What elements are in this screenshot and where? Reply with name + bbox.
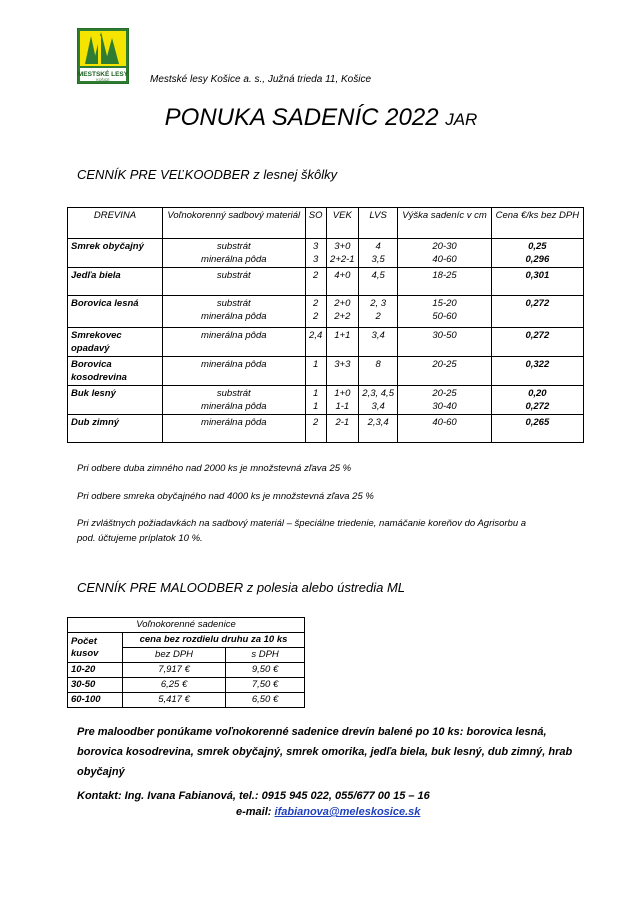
cell-value: 2+2 bbox=[334, 311, 351, 322]
cell-vek bbox=[326, 328, 358, 357]
cell-value: 15-20 bbox=[432, 298, 457, 309]
cell-value: 2, 3 bbox=[370, 298, 387, 309]
cell-value: 50-60 bbox=[432, 311, 457, 322]
cell-value: 2 bbox=[313, 270, 319, 281]
col-vek: VEK bbox=[326, 208, 358, 239]
cell-so bbox=[305, 386, 326, 415]
retail-cell-gross: 9,50 € bbox=[226, 663, 305, 678]
col-lvs: LVS bbox=[358, 208, 397, 239]
cell-value: minerálna pôda bbox=[201, 417, 267, 428]
cell-so bbox=[305, 357, 326, 386]
tree-species: Borovica lesná bbox=[68, 296, 163, 328]
retail-table-title: Voľnokorenné sadenice bbox=[68, 618, 305, 633]
tree-species: Jedľa biela bbox=[68, 268, 163, 296]
cell-value: minerálna pôda bbox=[201, 254, 267, 265]
cell-so bbox=[305, 296, 326, 328]
retail-cell-count: 60-100 bbox=[68, 693, 123, 708]
cell-value: 0,272 bbox=[525, 401, 550, 412]
cell-price bbox=[491, 328, 583, 357]
cell-so bbox=[305, 239, 326, 268]
retail-cell-net: 6,25 € bbox=[123, 678, 226, 693]
cell-value: substrát bbox=[216, 270, 251, 281]
wholesale-table bbox=[67, 207, 584, 443]
cell-value: minerálna pôda bbox=[201, 401, 267, 412]
wholesale-heading: CENNÍK PRE VEĽKOODBER z lesnej škôlky bbox=[77, 167, 338, 182]
cell-value: 20-25 bbox=[432, 388, 457, 399]
cell-height bbox=[398, 296, 491, 328]
cell-material bbox=[163, 296, 306, 328]
cell-value: 1 bbox=[313, 359, 319, 370]
cell-value: 0,265 bbox=[525, 417, 550, 428]
page-title bbox=[0, 104, 642, 132]
cell-value: 3,4 bbox=[371, 401, 385, 412]
cell-value: substrát bbox=[216, 241, 251, 252]
cell-price bbox=[491, 239, 583, 268]
table-row bbox=[68, 357, 584, 386]
cell-value: 18-25 bbox=[432, 270, 457, 281]
cell-value: minerálna pôda bbox=[201, 359, 267, 370]
cell-height bbox=[398, 328, 491, 357]
table-row bbox=[68, 693, 305, 708]
cell-material bbox=[163, 357, 306, 386]
cell-value: 0,272 bbox=[525, 330, 550, 341]
note-oak-discount: Pri odbere duba zimného nad 2000 ks je množstevná zľava 25 % bbox=[77, 463, 352, 474]
cell-lvs bbox=[358, 386, 397, 415]
cell-material bbox=[163, 239, 306, 268]
col-material: Voľnokorenný sadbový materiál bbox=[163, 208, 306, 239]
retail-cell-net: 5,417 € bbox=[123, 693, 226, 708]
cell-vek bbox=[326, 268, 358, 296]
cell-so bbox=[305, 268, 326, 296]
cell-value: 30-50 bbox=[432, 330, 457, 341]
cell-lvs bbox=[358, 357, 397, 386]
cell-value: 30-40 bbox=[432, 401, 457, 412]
cell-value: 1+1 bbox=[334, 330, 351, 341]
retail-table bbox=[67, 617, 305, 708]
col-so: SO bbox=[305, 208, 326, 239]
cell-value: 40-60 bbox=[432, 417, 457, 428]
retail-cell-net: 7,917 € bbox=[123, 663, 226, 678]
retail-cell-gross: 6,50 € bbox=[226, 693, 305, 708]
table-row bbox=[68, 415, 584, 443]
col-drevina: DREVINA bbox=[68, 208, 163, 239]
cell-value: 2,3, 4,5 bbox=[362, 388, 394, 399]
cell-value: 0,25 bbox=[528, 241, 547, 252]
company-address: Mestské lesy Košice a. s., Južná trieda 11, Košice bbox=[150, 74, 372, 85]
cell-lvs bbox=[358, 268, 397, 296]
tree-species: Smrek obyčajný bbox=[68, 239, 163, 268]
cell-value: 2,3,4 bbox=[367, 417, 389, 428]
cell-value: 20-25 bbox=[432, 359, 457, 370]
retail-cell-gross: 7,50 € bbox=[226, 678, 305, 693]
cell-value: 20-30 bbox=[432, 241, 457, 252]
cell-value: 0,301 bbox=[525, 270, 550, 281]
retail-count-label: Počet kusov bbox=[68, 633, 123, 663]
cell-value: minerálna pôda bbox=[201, 330, 267, 341]
cell-value: 3+0 bbox=[334, 241, 351, 252]
cell-value: 0,322 bbox=[525, 359, 550, 370]
tree-species: Buk lesný bbox=[68, 386, 163, 415]
table-row bbox=[68, 328, 584, 357]
cell-vek bbox=[326, 415, 358, 443]
cell-value: 2-1 bbox=[335, 417, 350, 428]
cell-value: 3 bbox=[313, 254, 319, 265]
cell-lvs bbox=[358, 415, 397, 443]
retail-paragraph: Pre maloodber ponúkame voľnokorenné sadenice drevín balené po 10 ks: borovica lesná, borovica kosodrevina, smrek obyčajný, smrek omorika, jedľa biela, buk lesný, dub zimný, hrab obyčajný bbox=[77, 726, 573, 778]
cell-value: 4 bbox=[375, 241, 381, 252]
cell-value: 3,4 bbox=[371, 330, 385, 341]
cell-value: 3 bbox=[313, 241, 319, 252]
retail-heading: CENNÍK PRE MALOODBER z polesia alebo ústredia ML bbox=[77, 580, 406, 595]
cell-value: 2 bbox=[313, 417, 319, 428]
table-row bbox=[68, 239, 584, 268]
retail-cell-count: 10-20 bbox=[68, 663, 123, 678]
cell-vek bbox=[326, 239, 358, 268]
cell-price bbox=[491, 268, 583, 296]
cell-lvs bbox=[358, 239, 397, 268]
note-surcharge: Pri zvláštnych požiadavkách na sadbový materiál – špeciálne triedenie, namáčanie koreňov do Agrisorbu a pod. účtujeme príplatok 10 %. bbox=[77, 518, 527, 544]
cell-price bbox=[491, 357, 583, 386]
table-row bbox=[68, 386, 584, 415]
cell-material bbox=[163, 268, 306, 296]
cell-value: 40-60 bbox=[432, 254, 457, 265]
table-row bbox=[68, 296, 584, 328]
title-main: PONUKA SADENÍC 2022 bbox=[164, 104, 439, 131]
cell-vek bbox=[326, 357, 358, 386]
tree-species: Smrekovec opadavý bbox=[68, 328, 163, 357]
cell-value: 2 bbox=[313, 298, 319, 309]
cell-so bbox=[305, 415, 326, 443]
wholesale-table-header bbox=[68, 208, 584, 239]
cell-value: 2 bbox=[313, 311, 319, 322]
cell-value: 1 bbox=[313, 388, 319, 399]
cell-value: 0,296 bbox=[525, 254, 550, 265]
cell-value: 2 bbox=[375, 311, 381, 322]
title-suffix: JAR bbox=[445, 110, 478, 129]
tree-species: Dub zimný bbox=[68, 415, 163, 443]
table-row bbox=[68, 663, 305, 678]
cell-so bbox=[305, 328, 326, 357]
company-logo bbox=[77, 28, 129, 84]
cell-value: 0,20 bbox=[528, 388, 547, 399]
retail-cell-count: 30-50 bbox=[68, 678, 123, 693]
cell-value: 3,5 bbox=[371, 254, 385, 265]
retail-price-label: cena bez rozdielu druhu za 10 ks bbox=[123, 633, 305, 648]
cell-vek bbox=[326, 386, 358, 415]
cell-material bbox=[163, 415, 306, 443]
cell-material bbox=[163, 328, 306, 357]
logo-text: MESTSKÉ LESY bbox=[77, 71, 129, 78]
cell-value: 4+0 bbox=[334, 270, 351, 281]
cell-value: 8 bbox=[375, 359, 381, 370]
retail-col-gross: s DPH bbox=[226, 648, 305, 663]
logo-subtext: KOŠICE bbox=[96, 78, 110, 82]
col-price: Cena €/ks bez DPH bbox=[491, 208, 583, 239]
cell-height bbox=[398, 415, 491, 443]
cell-price bbox=[491, 296, 583, 328]
note-spruce-discount: Pri odbere smreka obyčajného nad 4000 ks je množstevná zľava 25 % bbox=[77, 491, 374, 502]
retail-col-net: bez DPH bbox=[123, 648, 226, 663]
cell-lvs bbox=[358, 296, 397, 328]
email-link[interactable]: ifabianova@meleskosice.sk bbox=[274, 806, 421, 818]
table-row bbox=[68, 268, 584, 296]
email-label: e-mail: bbox=[236, 806, 275, 818]
table-row bbox=[68, 678, 305, 693]
cell-value: 2+2-1 bbox=[330, 254, 355, 265]
cell-value: 2+0 bbox=[334, 298, 351, 309]
tree-species: Borovica kosodrevina bbox=[68, 357, 163, 386]
cell-price bbox=[491, 415, 583, 443]
cell-height bbox=[398, 386, 491, 415]
email-line bbox=[236, 806, 420, 818]
cell-lvs bbox=[358, 328, 397, 357]
cell-value: 1-1 bbox=[335, 401, 350, 412]
cell-value: substrát bbox=[216, 298, 251, 309]
cell-material bbox=[163, 386, 306, 415]
cell-value: 2,4 bbox=[309, 330, 323, 341]
cell-height bbox=[398, 239, 491, 268]
cell-value: 0,272 bbox=[525, 298, 550, 309]
col-height: Výška sadeníc v cm bbox=[398, 208, 491, 239]
contact-line: Kontakt: Ing. Ivana Fabianová, tel.: 0915 945 022, 055/677 00 15 – 16 bbox=[77, 790, 430, 802]
cell-value: 4,5 bbox=[371, 270, 385, 281]
cell-value: 1 bbox=[313, 401, 319, 412]
cell-value: substrát bbox=[216, 388, 251, 399]
cell-value: 1+0 bbox=[334, 388, 351, 399]
cell-height bbox=[398, 357, 491, 386]
cell-value: 3+3 bbox=[334, 359, 351, 370]
cell-vek bbox=[326, 296, 358, 328]
cell-price bbox=[491, 386, 583, 415]
cell-value: minerálna pôda bbox=[201, 311, 267, 322]
cell-height bbox=[398, 268, 491, 296]
